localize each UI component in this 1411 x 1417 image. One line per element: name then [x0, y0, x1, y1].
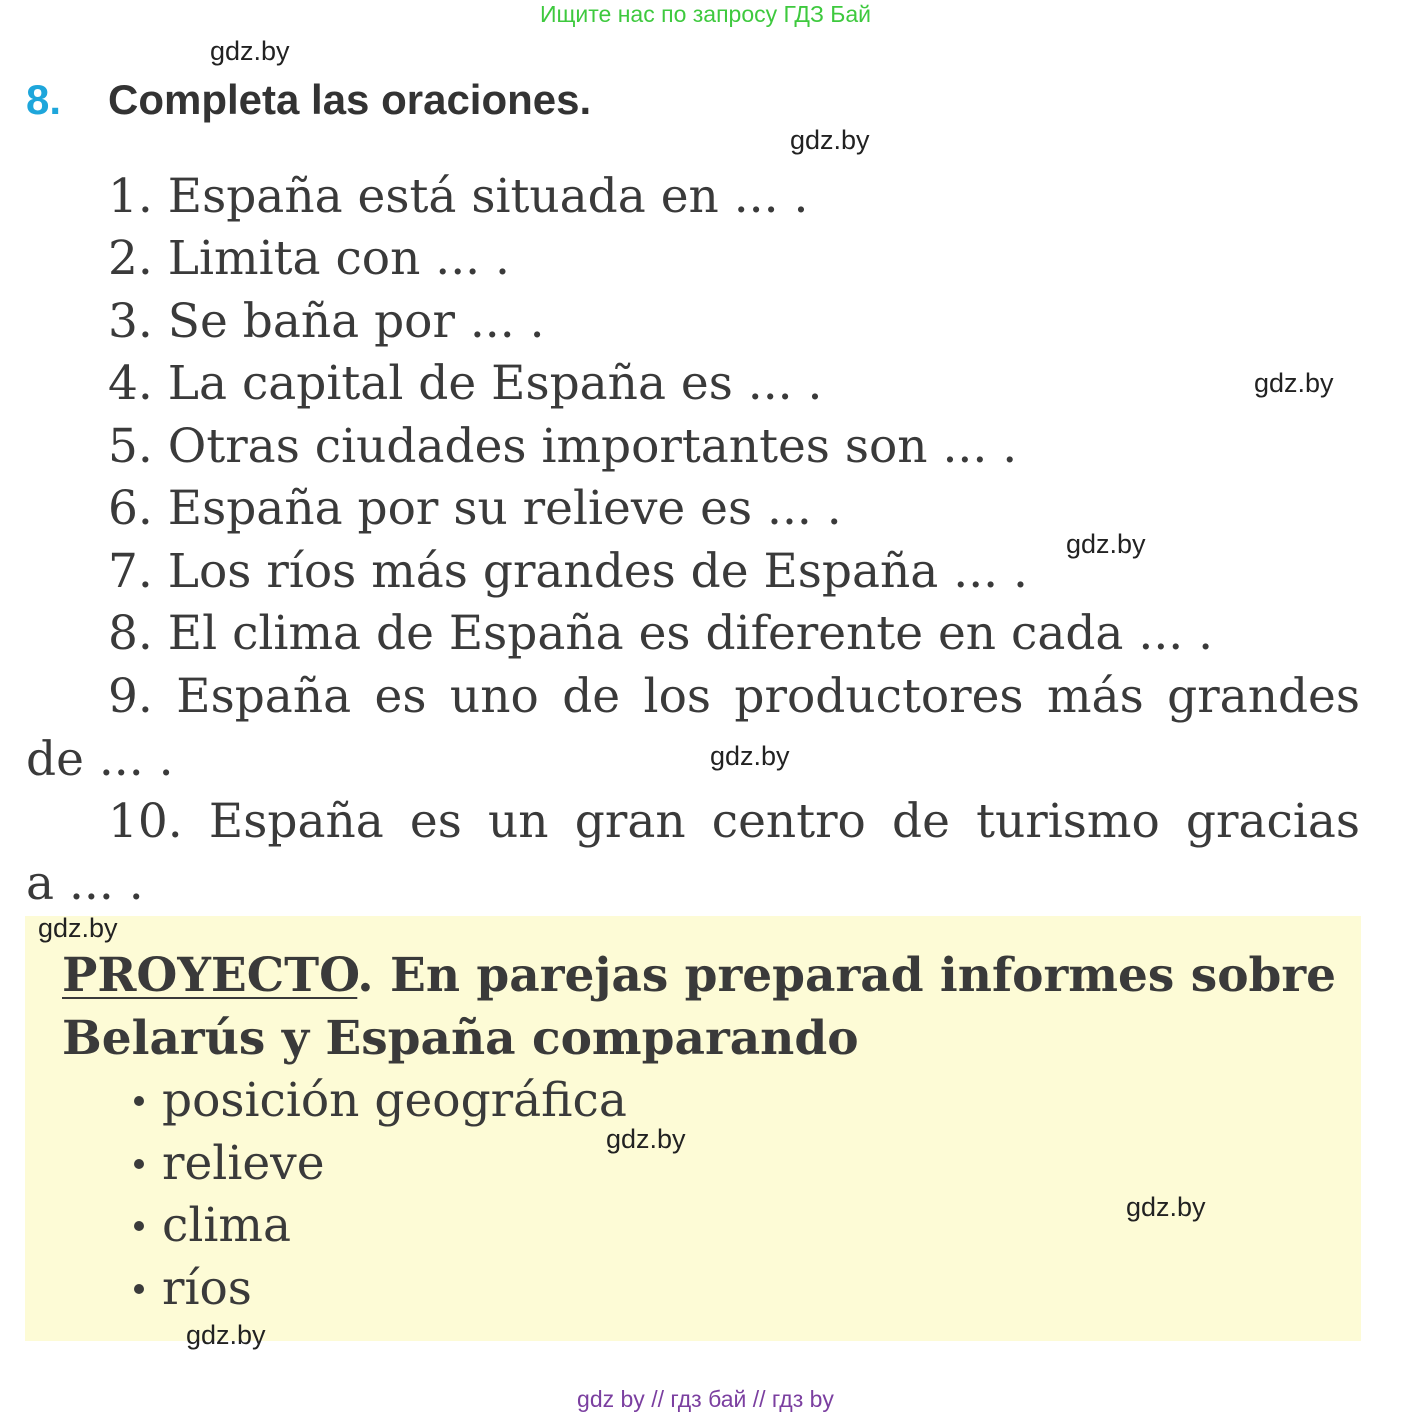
watermark: gdz.by — [606, 1124, 686, 1154]
sentence-9-continuation: de ... . — [26, 732, 174, 787]
list-item: clima — [134, 1195, 291, 1257]
project-text: . En parejas preparad informes sobre — [357, 948, 1337, 1003]
sentence-5: 5. Otras ciudades importantes son ... . — [108, 419, 1018, 474]
watermark: gdz.by — [710, 741, 790, 771]
sentence-10-continuation: a ... . — [26, 856, 144, 911]
bullet-icon — [134, 1284, 144, 1294]
search-banner[interactable]: Ищите нас по запросу ГДЗ Бай — [539, 1, 872, 27]
sentence-10: 10. España es un gran centro de turismo gracias — [108, 794, 1360, 849]
watermark: gdz.by — [1066, 529, 1146, 559]
bullet-icon — [134, 1096, 144, 1106]
watermark: gdz.by — [1126, 1192, 1206, 1222]
list-item: relieve — [134, 1133, 325, 1195]
watermark: gdz.by — [38, 913, 118, 943]
list-item: ríos — [134, 1258, 252, 1320]
sentence-6: 6. España por su relieve es ... . — [108, 481, 842, 536]
project-line-2: Belarús y España comparando — [62, 1011, 859, 1066]
watermark: gdz.by — [210, 36, 290, 66]
bullet-icon — [134, 1159, 144, 1169]
sentence-8: 8. El clima de España es diferente en cada ... . — [108, 606, 1214, 661]
bullet-icon — [134, 1221, 144, 1231]
sentence-4: 4. La capital de España es ... . — [108, 356, 823, 411]
watermark: gdz.by — [186, 1320, 266, 1350]
watermark: gdz.by — [1254, 368, 1334, 398]
sentence-9: 9. España es uno de los productores más grandes — [108, 669, 1360, 724]
exercise-title: Completa las oraciones. — [108, 76, 592, 123]
sentence-1: 1. España está situada en ... . — [108, 169, 809, 224]
sentence-2: 2. Limita con ... . — [108, 231, 511, 286]
project-line-1 — [62, 945, 1336, 1007]
project-heading: PROYECTO — [62, 948, 358, 1003]
sentence-7: 7. Los ríos más grandes de España ... . — [108, 544, 1028, 599]
sentence-3: 3. Se baña por ... . — [108, 294, 545, 349]
watermark: gdz.by — [790, 125, 870, 155]
exercise-number: 8. — [26, 76, 62, 123]
footer-links[interactable]: gdz by // гдз бай // гдз by — [577, 1386, 834, 1412]
list-item: posición geográfica — [134, 1070, 627, 1132]
